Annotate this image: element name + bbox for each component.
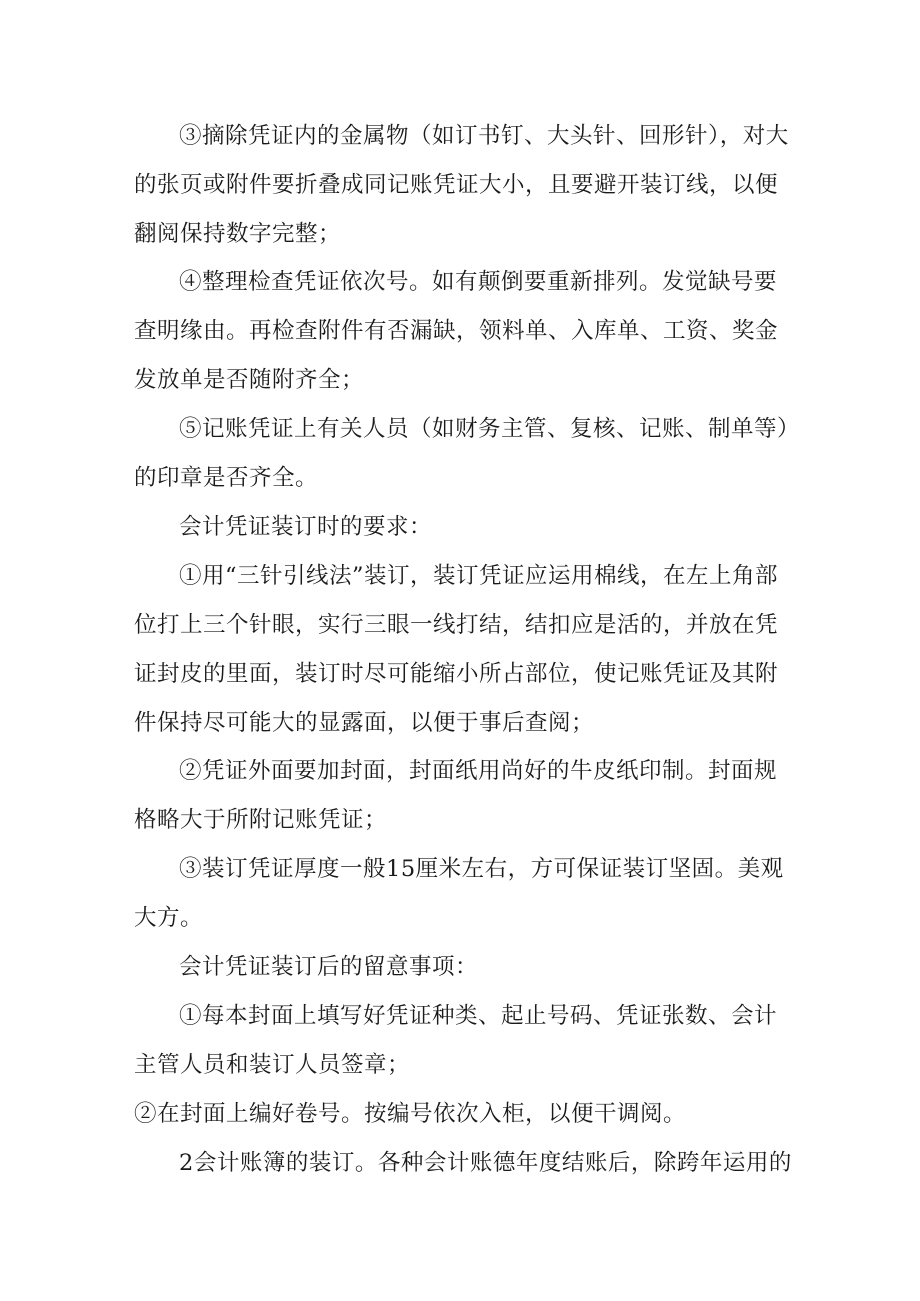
paragraph-three-needle-method: ①用“三针引线法”装订，装订凭证应运用棉线，在左上角部位打上三个针眼，实行三眼一线打结，结扣应是活的，并放在凭证封皮的里面，装订时尽可能缩小所占部位，使记账凭证及其附件保持尽可能大的显露面，以便于事后查阅；	[134, 563, 779, 736]
paragraph-check-seals: ⑤记账凭证上有关人员（如财务主管、复核、记账、制单等）的印章是否齐全。	[134, 416, 789, 491]
paragraph-volume-number: ②在封面上编好卷号。按编号依次入柜，以便干调阅。	[134, 1101, 687, 1127]
paragraph-fill-cover: ①每本封面上填写好凭证种类、起止号码、凭证张数、会计主管人员和装订人员签章；	[134, 1003, 778, 1078]
paragraph-ledger-binding: 2会计账簿的装订。各种会计账德年度结账后，除跨年运用的	[179, 1150, 792, 1176]
section-heading-binding-requirements: 会计凭证装订时的要求：	[179, 514, 433, 540]
paragraph-thickness: ③装订凭证厚度一般15厘米左右，方可保证装订坚固。美观大方。	[134, 856, 784, 931]
section-heading-after-binding: 会计凭证装订后的留意事项：	[179, 954, 479, 980]
paragraph-check-order: ④整理检查凭证依次号。如有颠倒要重新排列。发觉缺号要查明缘由。再检查附件有否漏缺，领料单、入库单、工资、奖金发放单是否随附齐全；	[134, 269, 779, 393]
paragraph-remove-metal: ③摘除凭证内的金属物（如订书钉、大头针、回形针），对大的张页或附件要折叠成同记账凭证大小，且要避开装订线，以便翻阅保持数字完整；	[134, 123, 789, 247]
paragraph-cover: ②凭证外面要加封面，封面纸用尚好的牛皮纸印制。封面规格略大于所附记账凭证；	[134, 758, 778, 833]
